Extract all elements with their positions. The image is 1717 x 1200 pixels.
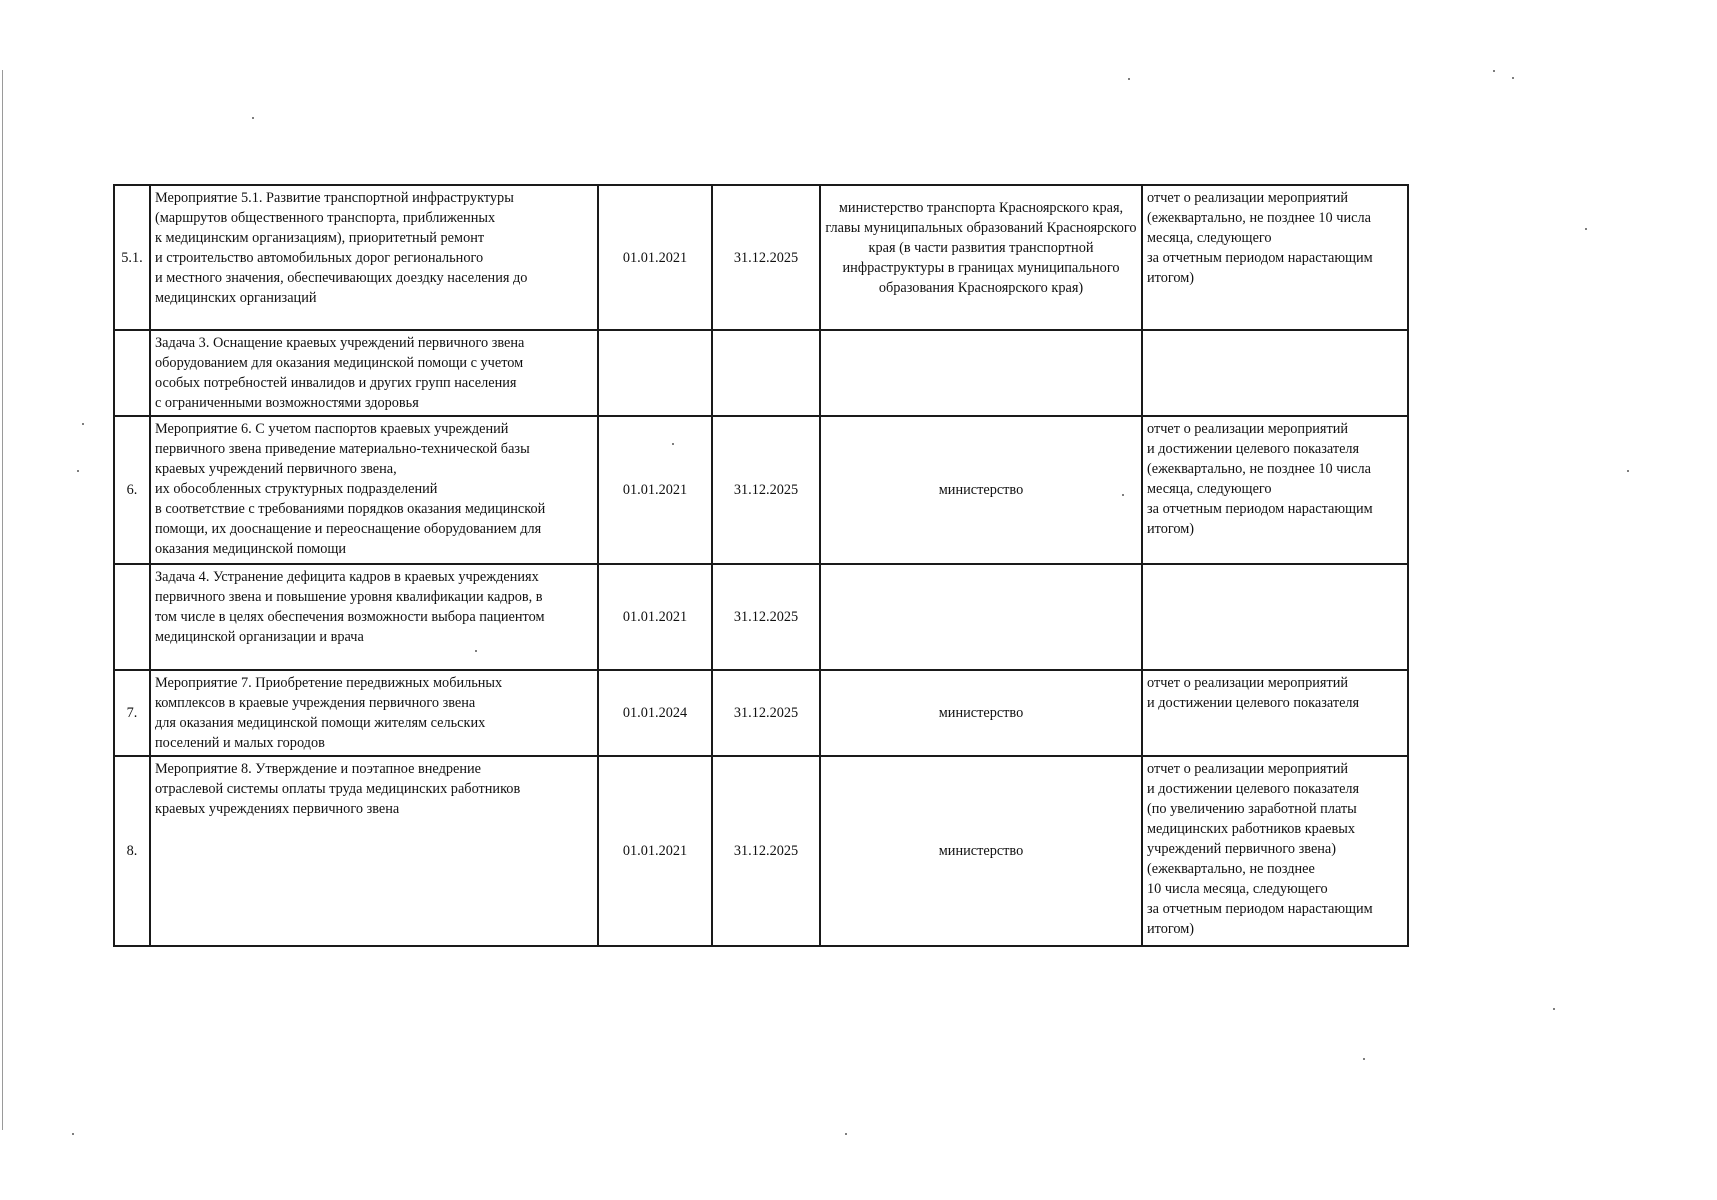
- end-date: 31.12.2025: [712, 564, 820, 670]
- table-row: [114, 185, 1408, 330]
- scan-speck: [82, 423, 84, 425]
- activity-description: Мероприятие 5.1. Развитие транспортной инфраструктуры (маршрутов общественного транспорта, приближенных к медицинским организациям), приоритетный ремонт и строительство автомобильных дорог регионального и местного значения, обеспечивающих доездку населения до медицинских организаций: [150, 185, 598, 330]
- scan-speck: [1512, 77, 1514, 79]
- row-number: 6.: [114, 416, 150, 564]
- start-date: 01.01.2021: [598, 756, 712, 946]
- scan-edge-line: [2, 70, 3, 1130]
- expected-result: отчет о реализации мероприятий и достижении целевого показателя (ежеквартально, не позднее 10 числа месяца, следующего за отчетным периодом нарастающим итогом): [1142, 416, 1408, 564]
- responsible-executor: министерство: [820, 670, 1142, 756]
- end-date: 31.12.2025: [712, 670, 820, 756]
- scan-speck: [1363, 1058, 1365, 1060]
- end-date: 31.12.2025: [712, 416, 820, 564]
- start-date: 01.01.2021: [598, 564, 712, 670]
- scan-speck: [77, 470, 79, 472]
- responsible-executor: министерство: [820, 756, 1142, 946]
- end-date: 31.12.2025: [712, 185, 820, 330]
- scan-speck: [1553, 1008, 1555, 1010]
- row-number: 8.: [114, 756, 150, 946]
- start-date: 01.01.2024: [598, 670, 712, 756]
- activities-table: [113, 184, 1409, 947]
- activity-description: Мероприятие 8. Утверждение и поэтапное внедрение отраслевой системы оплаты труда медицинских работников краевых учреждениях первичного звена: [150, 756, 598, 946]
- table-row: [114, 564, 1408, 670]
- row-number: 7.: [114, 670, 150, 756]
- responsible-executor: [820, 564, 1142, 670]
- expected-result: отчет о реализации мероприятий и достижении целевого показателя (по увеличению заработной платы медицинских работников краевых учреждений первичного звена) (ежеквартально, не позднее 10 числа месяца, следующего за отчетным периодом нарастающим итогом): [1142, 756, 1408, 946]
- table-row: [114, 756, 1408, 946]
- row-number: [114, 330, 150, 416]
- expected-result: отчет о реализации мероприятий (ежеквартально, не позднее 10 числа месяца, следующего за отчетным периодом нарастающим итогом): [1142, 185, 1408, 330]
- expected-result: отчет о реализации мероприятий и достижении целевого показателя: [1142, 670, 1408, 756]
- task-description: Задача 3. Оснащение краевых учреждений первичного звена оборудованием для оказания медицинской помощи с учетом особых потребностей инвалидов и других групп населения с ограниченными возможностями здоровья: [150, 330, 598, 416]
- scan-speck: [72, 1133, 74, 1135]
- responsible-executor: министерство: [820, 416, 1142, 564]
- table-row: [114, 416, 1408, 564]
- start-date: [598, 330, 712, 416]
- end-date: [712, 330, 820, 416]
- start-date: 01.01.2021: [598, 416, 712, 564]
- scan-speck: [1627, 470, 1629, 472]
- responsible-executor: министерство транспорта Красноярского края, главы муниципальных образований Красноярского края (в части развития транспортной инфраструктуры в границах муниципального образования Красноярского края): [820, 185, 1142, 330]
- row-number: 5.1.: [114, 185, 150, 330]
- start-date: 01.01.2021: [598, 185, 712, 330]
- activity-description: Мероприятие 7. Приобретение передвижных мобильных комплексов в краевые учреждения первичного звена для оказания медицинской помощи жителям сельских поселений и малых городов: [150, 670, 598, 756]
- responsible-executor: [820, 330, 1142, 416]
- row-number: [114, 564, 150, 670]
- table-row: [114, 670, 1408, 756]
- scan-speck: [845, 1133, 847, 1135]
- scan-speck: [1493, 70, 1495, 72]
- expected-result: [1142, 564, 1408, 670]
- table-row: [114, 330, 1408, 416]
- task-description: Задача 4. Устранение дефицита кадров в краевых учреждениях первичного звена и повышение уровня квалификации кадров, в том числе в целях обеспечения возможности выбора пациентом медицинской организации и врача: [150, 564, 598, 670]
- scan-speck: [1128, 78, 1130, 80]
- scan-speck: [252, 117, 254, 119]
- end-date: 31.12.2025: [712, 756, 820, 946]
- activity-description: Мероприятие 6. С учетом паспортов краевых учреждений первичного звена приведение материально-технической базы краевых учреждений первичного звена, их обособленных структурных подразделений в соответствие с требованиями порядков оказания медицинской помощи, их дооснащение и переоснащение оборудованием для оказания медицинской помощи: [150, 416, 598, 564]
- expected-result: [1142, 330, 1408, 416]
- scan-speck: [1585, 228, 1587, 230]
